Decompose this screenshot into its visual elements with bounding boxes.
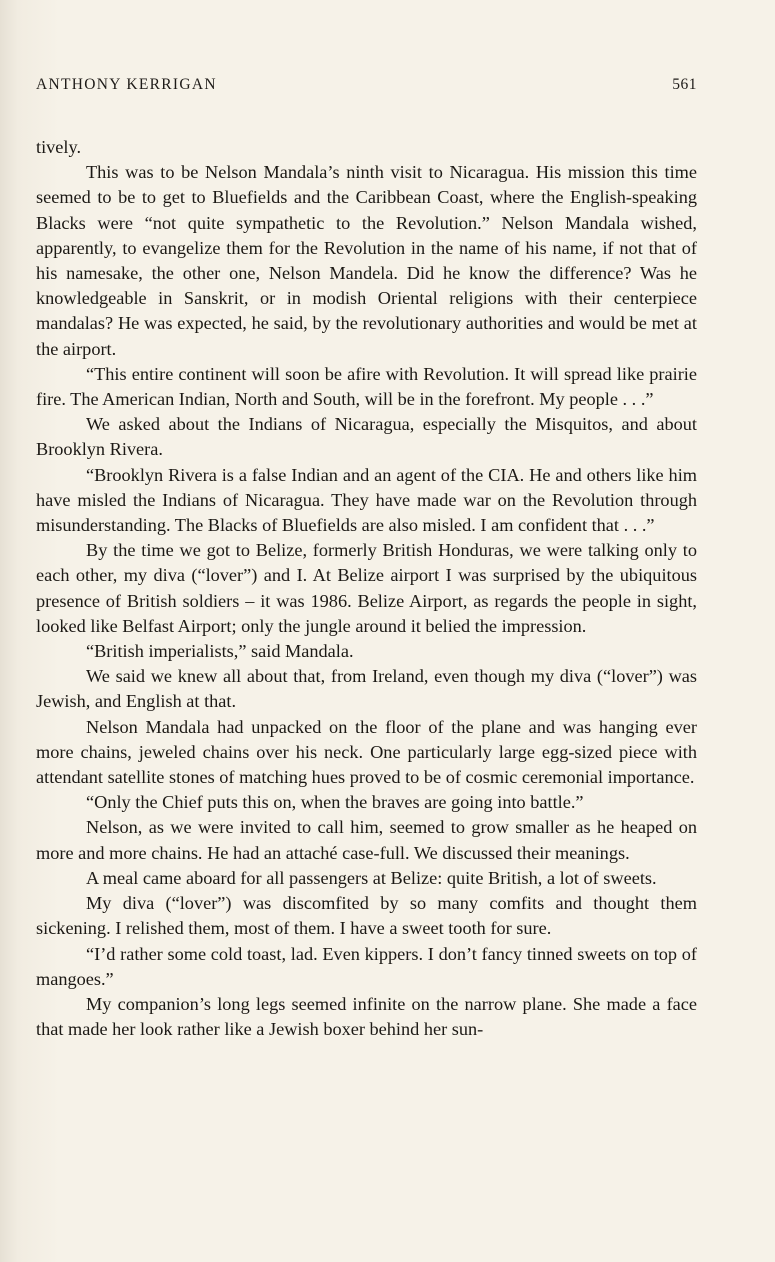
paragraph: “Brooklyn Rivera is a false Indian and an agent of the CIA. He and others like him have misled the Indians of Nicaragua. They have made war on the Revolution through misunderstanding. The Blacks of Bluefields are also misled. I am confident that . . .” [36,464,697,536]
paragraph: “I’d rather some cold toast, lad. Even kippers. I don’t fancy tinned sweets on top of mangoes.” [36,943,697,989]
paragraph: My diva (“lover”) was discomfited by so many comfits and thought them sickening. I relished them, most of them. I have a sweet tooth for sure. [36,893,697,939]
paragraph: We said we knew all about that, from Ireland, even though my diva (“lover”) was Jewish, and English at that. [36,666,697,712]
paragraph: We asked about the Indians of Nicaragua, especially the Misquitos, and about Brooklyn Rivera. [36,414,697,460]
paragraph: “Only the Chief puts this on, when the braves are going into battle.” [86,792,584,813]
paragraph: This was to be Nelson Mandala’s ninth visit to Nicaragua. His mission this time seemed to be to get to Bluefields and the Caribbean Coast, where the English-speaking Blacks were “not quite sympathetic to the Revolution.” Nelson Mandala wished, apparently, to evangelize them for the Revolution in the name of his name, if not that of his namesake, the other one, Nelson Mandela. Did he know the difference? Was he knowledgeable in Sanskrit, or in modish Oriental religions with their centerpiece mandalas? He was expected, he said, by the revolutionary authorities and would be met at the airport. [36,162,697,359]
page-number: 561 [672,76,697,93]
paragraph: A meal came aboard for all passengers at Belize: quite British, a lot of sweets. [86,867,657,888]
paragraph: tively. [36,137,82,157]
paragraph: Nelson, as we were invited to call him, seemed to grow smaller as he heaped on more and more chains. He had an attaché case-full. We discussed their meanings. [36,817,697,863]
paragraph: Nelson Mandala had unpacked on the floor of the plane and was hanging ever more chains, jeweled chains over his neck. One particularly large egg-sized piece with attendant satellite stones of matching hues proved to be of cosmic ceremonial importance. [36,716,697,788]
paragraph: “British imperialists,” said Mandala. [86,641,354,662]
running-head-author: ANTHONY KERRIGAN [36,76,217,93]
paragraph: “This entire continent will soon be afire with Revolution. It will spread like prairie fire. The American Indian, North and South, will be in the forefront. My people . . .” [36,363,697,410]
paragraph: By the time we got to Belize, formerly British Honduras, we were talking only to each other, my diva (“lover”) and I. At Belize airport I was surprised by the ubiquitous presence of British soldiers – it was 1986. Belize Airport, as regards the people in sight, looked like Belfast Airport; only the jungle around it belied the impression. [36,540,697,636]
paragraph: My companion’s long legs seemed infinite on the narrow plane. She made a face that made her look rather like a Jewish boxer behind her sun- [36,993,697,1040]
body-text [36,135,697,1042]
